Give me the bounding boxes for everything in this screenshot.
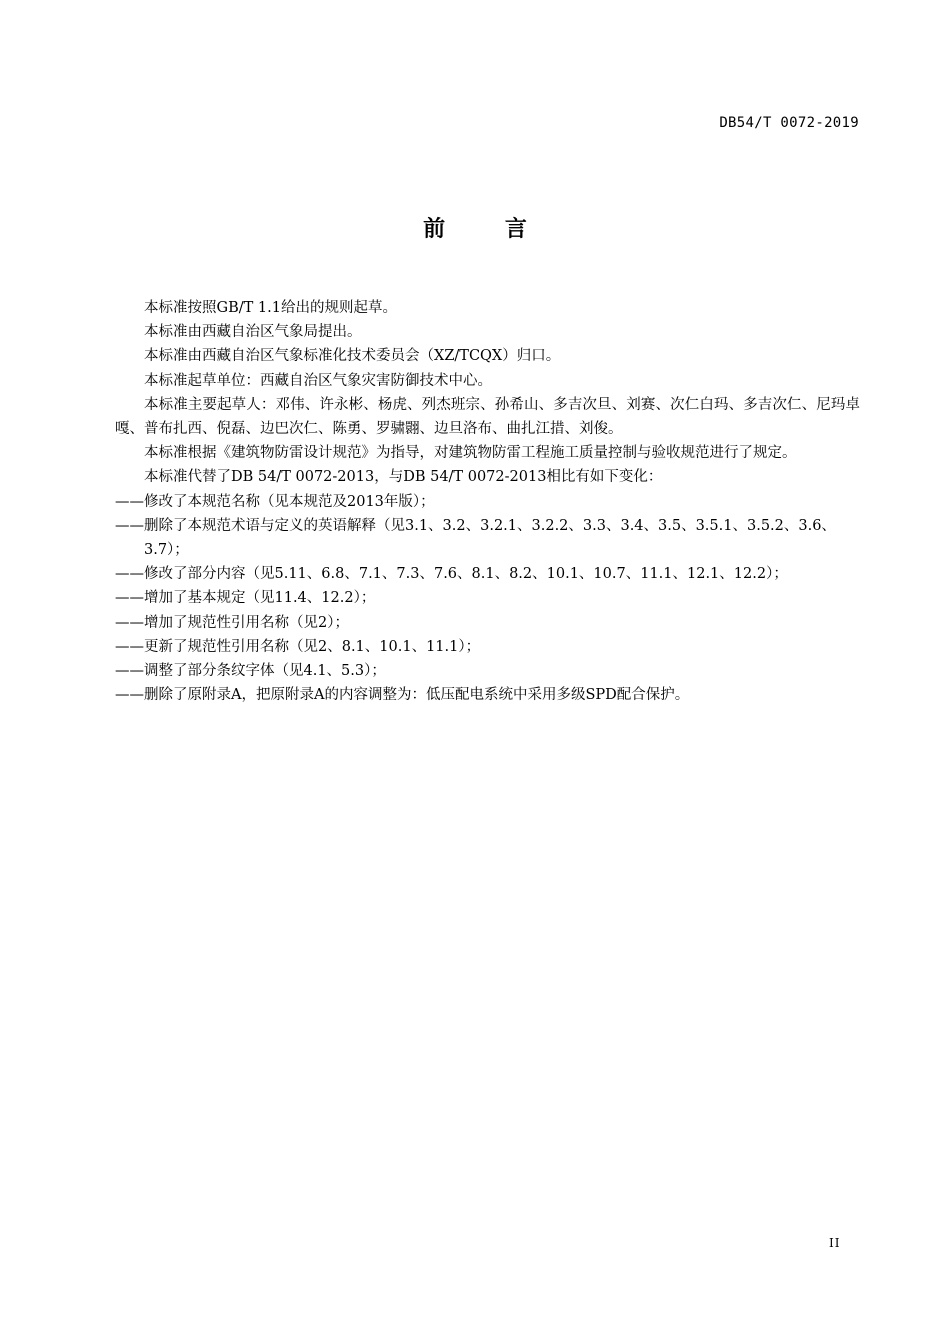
- page-number: II: [829, 1236, 841, 1250]
- change-item: ——修改了本规范名称（见本规范及2013年版）；: [115, 493, 435, 510]
- paragraph-drafting-rules: 本标准按照GB/T 1.1给出的规则起草。: [144, 300, 397, 316]
- paragraph-centralized: 本标准由西藏自治区气象标准化技术委员会（XZ/TCQX）归口。: [144, 348, 561, 365]
- change-item: ——删除了原附录A，把原附录A的内容调整为：低压配电系统中采用多级SPD配合保护。: [115, 687, 690, 704]
- paragraph-guidance: 本标准根据《建筑物防雷设计规范》为指导，对建筑物防雷工程施工质量控制与验收规范进行了规定。: [144, 445, 797, 462]
- paragraph-replaces: 本标准代替了DB 54/T 0072-2013，与DB 54/T 0072-2013相比有如下变化：: [144, 469, 663, 486]
- foreword-body: [115, 296, 860, 707]
- change-item: ——增加了规范性引用名称（见2）；: [115, 614, 349, 631]
- paragraph-proposer: 本标准由西藏自治区气象局提出。: [144, 324, 362, 341]
- page-title: 前 言: [423, 217, 553, 242]
- paragraph-drafting-unit: 本标准起草单位：西藏自治区气象灾害防御技术中心。: [144, 372, 492, 389]
- paragraph-drafters: 本标准主要起草人：邓伟、许永彬、杨虎、列杰班宗、孙希山、多吉次旦、刘赛、次仁白玛、多吉次仁、尼玛卓嘎、普布扎西、倪磊、边巴次仁、陈勇、罗骕翾、边旦洛布、曲扎江措、刘俊。: [115, 396, 860, 438]
- change-item: ——修改了部分内容（见5.11、6.8、7.1、7.3、7.6、8.1、8.2、10.1、10.7、11.1、12.1、12.2）；: [115, 566, 788, 583]
- change-item: ——增加了基本规定（见11.4、12.2）；: [115, 590, 376, 607]
- document-code: DB54/T 0072-2019: [719, 115, 859, 131]
- change-item: ——调整了部分条纹字体（见4.1、5.3）；: [115, 663, 386, 680]
- change-item: ——删除了本规范术语与定义的英语解释（见3.1、3.2、3.2.1、3.2.2、3.3、3.4、3.5、3.5.1、3.5.2、3.6、3.7）；: [115, 517, 836, 559]
- change-item: ——更新了规范性引用名称（见2、8.1、10.1、11.1）；: [115, 638, 481, 655]
